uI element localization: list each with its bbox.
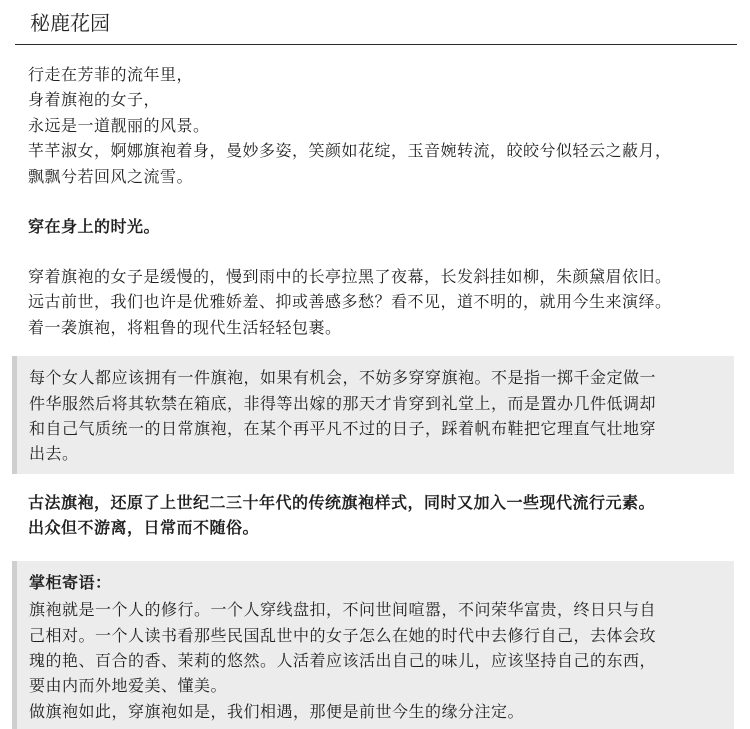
intro-line: 飘飘兮若回风之流雪。 <box>28 166 194 186</box>
section-heading: 穿在身上的时光。 <box>28 217 161 237</box>
intro-paragraph <box>14 62 736 189</box>
blockquote <box>12 356 734 474</box>
intro-line: 永远是一道靓丽的风景。 <box>28 115 210 135</box>
shopkeeper-title: 掌柜寄语： <box>29 572 112 592</box>
intro-line: 身着旗袍的女子， <box>28 90 161 110</box>
intro-line: 行走在芳菲的流年里， <box>28 65 194 84</box>
shopkeeper-line: 己相对。一个人读书看那些民国乱世中的女子怎么在她的时代中去修行自己，去体会玫 <box>29 625 657 645</box>
paragraph-line: 着一袭旗袍，将粗鲁的现代生活轻轻包裹。 <box>28 317 342 337</box>
quote-line: 和自己气质统一的日常旗袍，在某个再平凡不过的日子，踩着帆布鞋把它理直气壮地穿 <box>29 419 657 439</box>
shopkeeper-line: 旗袍就是一个人的修行。一个人穿线盘扣，不问世间喧嚣，不问荣华富贵，终日只与自 <box>29 600 657 620</box>
shopkeeper-note <box>12 561 734 729</box>
highlight-line: 出众但不游离，日常而不随俗。 <box>28 518 260 538</box>
quote-line: 件华服然后将其软禁在箱底，非得等出嫁的那天才肯穿到礼堂上，而是置办几件低调却 <box>29 393 657 413</box>
paragraph-line: 穿着旗袍的女子是缓慢的，慢到雨中的长亭拉黑了夜幕，长发斜挂如柳，朱颜黛眉依旧。 <box>28 267 672 287</box>
body-paragraph <box>14 264 736 340</box>
quote-line: 每个女人都应该拥有一件旗袍，如果有机会，不妨多穿穿旗袍。不是指一掷千金定做一 <box>29 368 657 388</box>
page-title: 秘鹿花园 <box>30 11 110 35</box>
page-header <box>15 0 737 45</box>
quote-line: 出去。 <box>29 444 79 464</box>
paragraph-line: 远古前世，我们也许是优雅娇羞、抑或善感多愁？看不见，道不明的，就用今生来演绎。 <box>28 292 672 312</box>
article-content <box>0 62 750 729</box>
highlight-line: 古法旗袍，还原了上世纪二三十年代的传统旗袍样式，同时又加入一些现代流行元素。 <box>28 492 656 512</box>
intro-line: 芊芊淑女，婀娜旗袍着身，曼妙多姿，笑颜如花绽，玉音婉转流，皎皎兮似轻云之蔽月， <box>28 141 672 161</box>
highlight-paragraph <box>14 490 736 541</box>
shopkeeper-line: 要由内而外地爱美、懂美。 <box>29 676 228 696</box>
shopkeeper-line: 做旗袍如此，穿旗袍如是，我们相遇，那便是前世今生的缘分注定。 <box>29 701 525 721</box>
shopkeeper-line: 瑰的艳、百合的香、茉莉的悠然。人活着应该活出自己的味儿，应该坚持自己的东西， <box>29 650 657 670</box>
